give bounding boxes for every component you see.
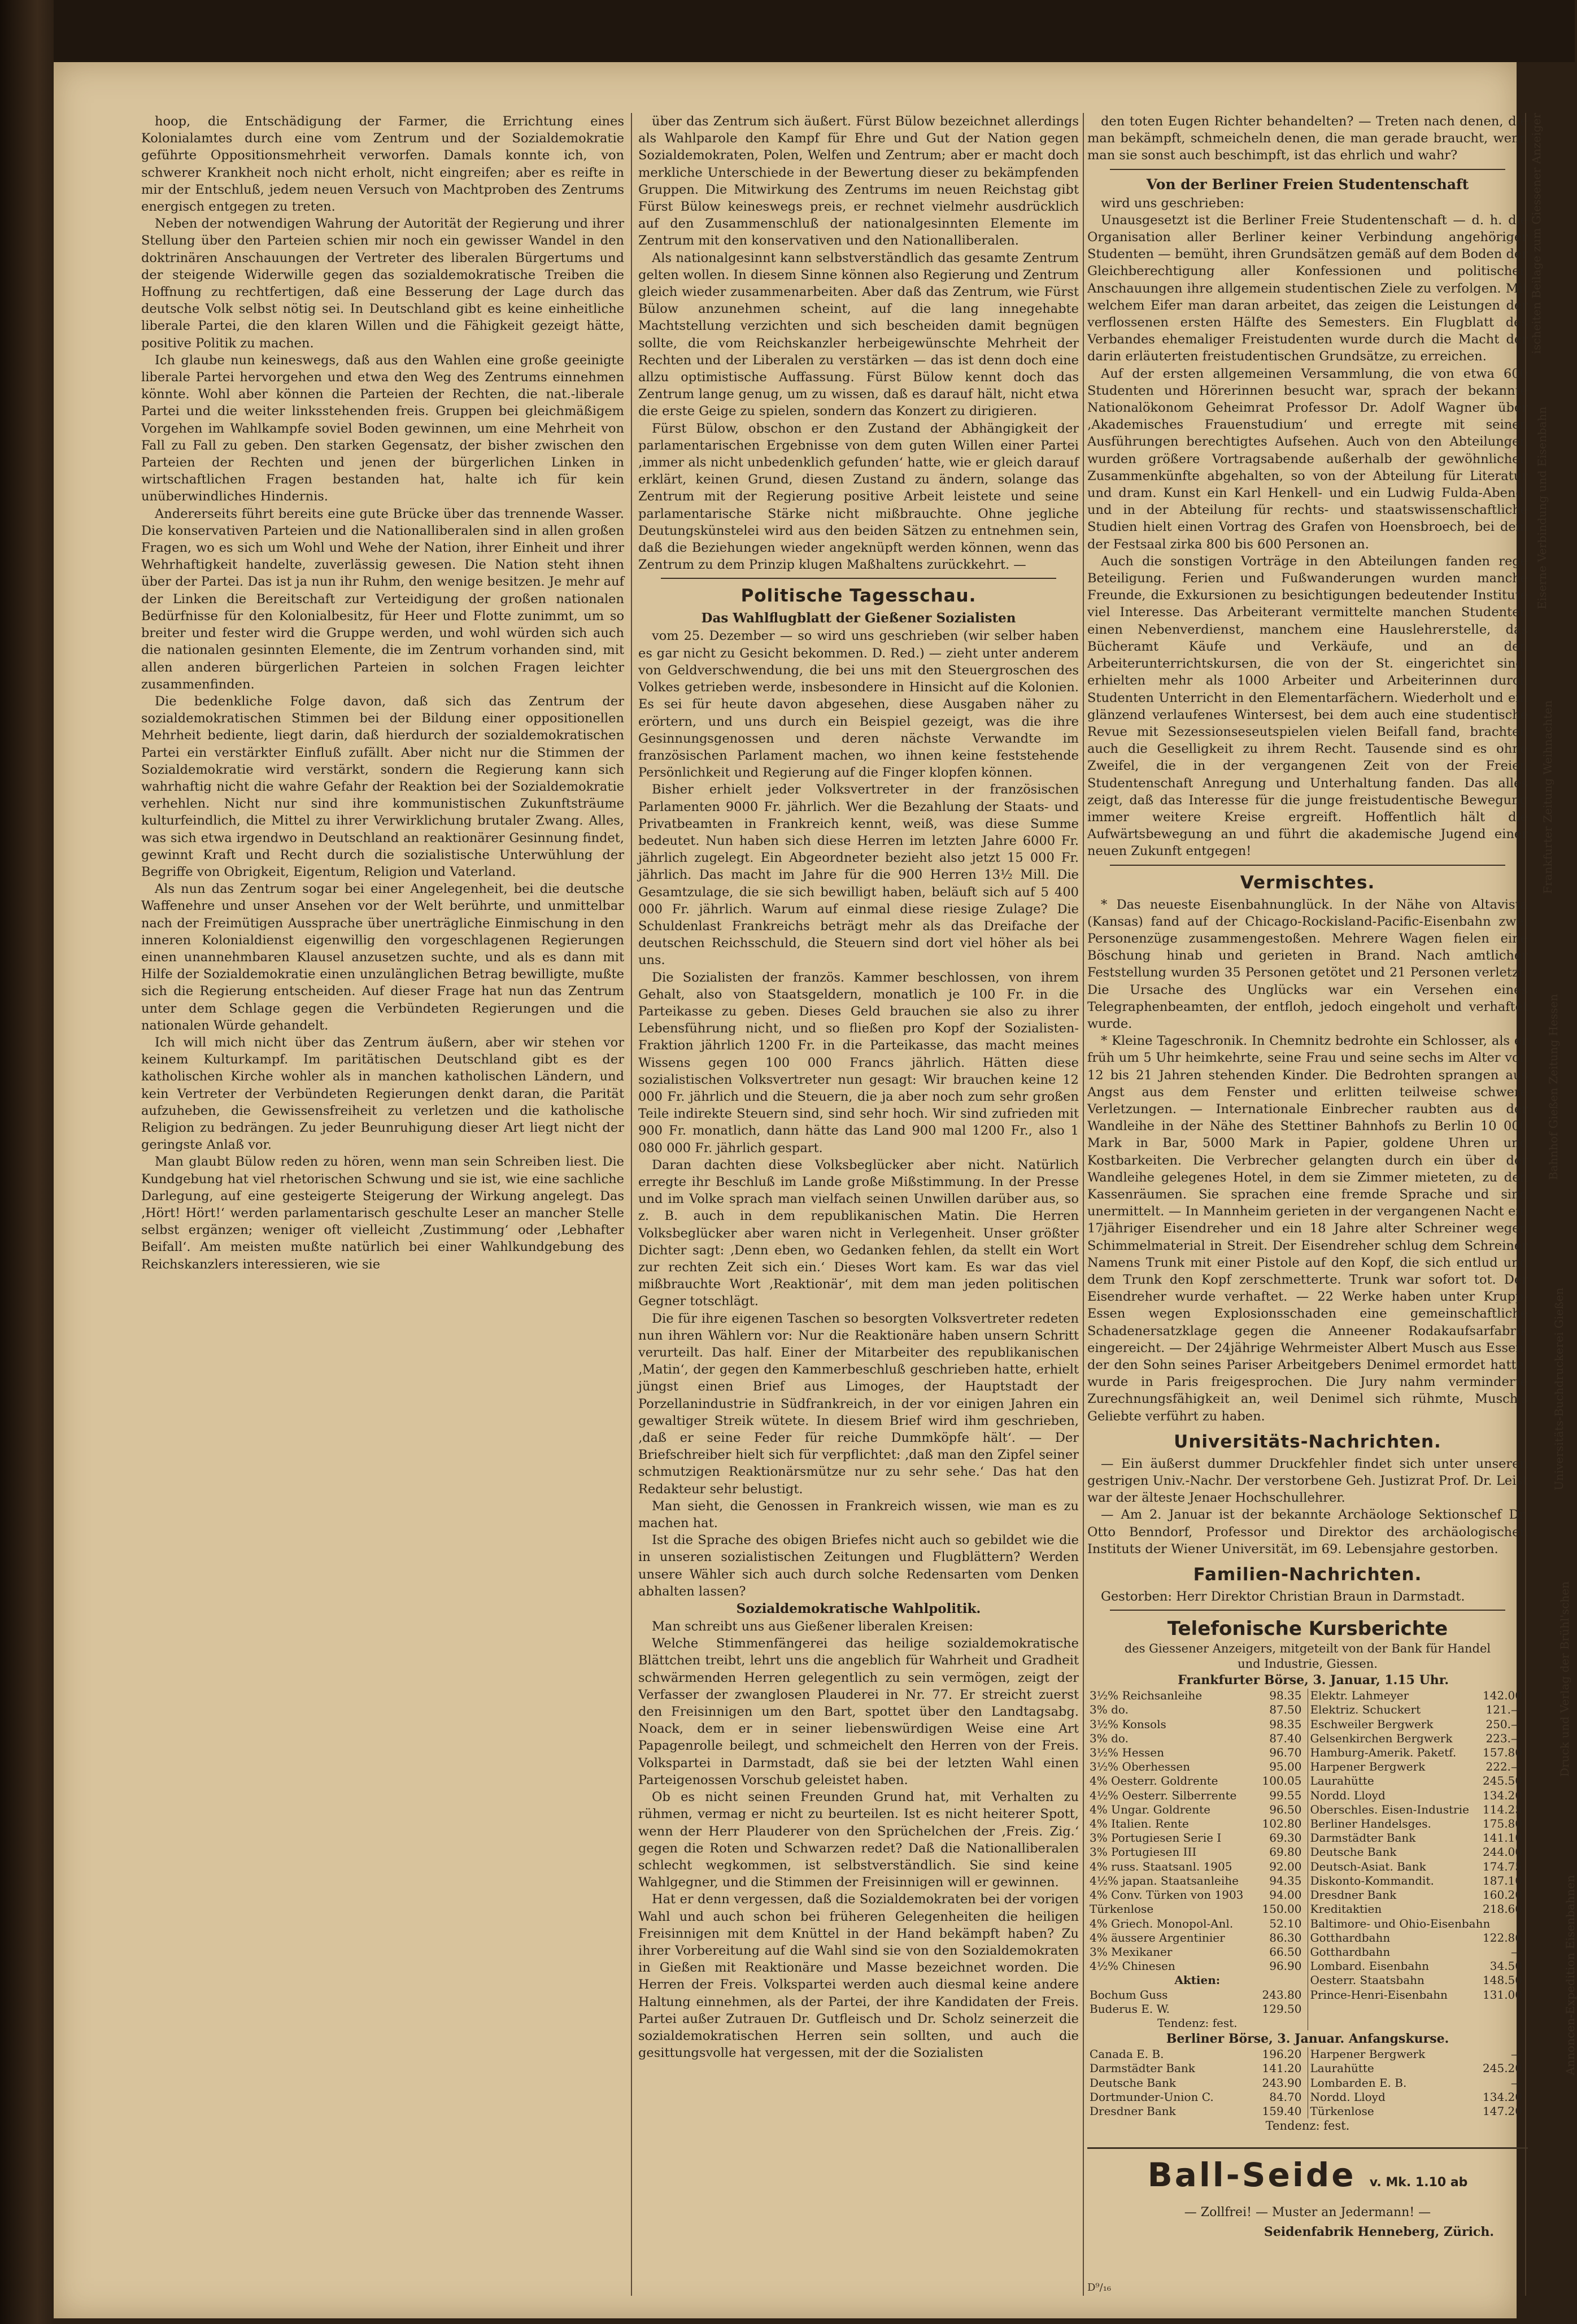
kurs-row — [1087, 1817, 1308, 1831]
top-page-edge — [54, 0, 1575, 62]
berlin-boerse-heading: Berliner Börse, 3. Januar. Anfangskurse. — [1166, 2031, 1449, 2047]
kurs-row — [1308, 1874, 1528, 1888]
quote-value: 222.— — [1485, 1760, 1522, 1774]
quote-value: 121.— — [1485, 1703, 1522, 1717]
security-name: Bochum Guss — [1090, 1987, 1168, 2002]
strip-text: Frankfurter Zeitung Weihnachten — [1541, 700, 1554, 894]
kurs-table-right — [1308, 1689, 1528, 2030]
paragraph: Hat er denn vergessen, daß die Sozialdemokraten bei der vorigen Wahl und auch schon bei früheren Gelegenheiten die heiligen Freisinnigen mit dem Knüttel in der Hand bekämpft haben? Zu ihrer Vorbereitung auf die Wahl sind sie von den Sozialdemokraten in Gießen mit Reaktionäre und Masse bezeichnet worden. Die Herren der Freis. Volkspartei werden auch diesmal keine andere Haltung einnehmen, als der Partei, der ihre Kandidaten der Freis. Partei außer Zutrauen Dr. Gutfleisch und Dr. Scholz seinerzeit die sozialdemokratischen Herren sein sollten, und auch die gesittungsvolle hat vergessen, mit der die Sozialisten — [638, 1892, 1079, 2061]
section-heading-universitaets-nachrichten: Universitäts-Nachrichten. — [1174, 1431, 1441, 1452]
paragraph: Auf der ersten allgemeinen Versammlung, die von etwa 600 Studenten und Hörerinnen besucht war, sprach der bekannte Nationalökonom Geheimrat Professor Dr. Adolf Wagner über ‚Akademisches Frauenstudium‘ und erregte mit seinen Ausführungen berechtigtes Aufsehen. Auch von den Abteilungen wurden größere Vortragsabende außerhalb der gewöhnlichen Zusammenkünfte abgehalten, so von der Abteilung für Literatur und dram. Kunst ein Karl Henkell- und ein Ludwig Fulda-Abend, und in der Abteilung für rechts- und staatswissenschaftliche Studien hielt einen Vortrag des Grafen von Hoensbroech, bei dem der Festsaal zirka 800 bis 600 Personen an. — [1087, 366, 1528, 552]
quote-value: 141.10 — [1483, 1831, 1522, 1845]
paragraph: Man glaubt Bülow reden zu hören, wenn man sein Schreiben liest. Die Kundgebung hat viel rhetorischen Schwung und sie ist, wie eine sachliche Darlegung, auf eine gesteigerte Steigerung der Wirkung angelegt. Das ‚Hört! Hört!‘ werden parlamentarisch geschulte Leser an mancher Stelle selbst ergänzen; weniger oft vielleicht ‚Zustimmung‘ oder ‚Lebhafter Beifall‘. Am meisten mußte natürlich bei einer Wahlkundgebung des Reichskanzlers interessieren, wie sie — [141, 1154, 624, 1272]
security-name: 3% Mexikaner — [1090, 1944, 1173, 1959]
paragraph: Die für ihre eigenen Taschen so besorgten Volksvertreter redeten nun ihren Wählern vor: Nur die Reaktionäre haben unsern Schritt verurteilt. Das half. Einer der Mitarbeiter des republikanischen ‚Matin‘, der gegen den Kammerbeschluß geschrieben hatte, erhielt jüngst einen Brief aus Limoges, der Hauptstadt der Porzellanindustrie in Südfrankreich, in der vor einigen Jahren ein gewaltiger Streik wütete. In diesem Brief wird ihm geschrieben, ‚daß er seine Feder für reiche Dummköpfe hält‘. — Der Briefschreiber hielt sich für verpflichtet: ‚daß man den Zipfel seiner schmutzigen Reaktionärsmütze nur zu sehr sehe.‘ Das hat den Redakteur sehr belustigt. — [638, 1311, 1079, 1497]
column-rule — [631, 113, 632, 2296]
security-name: 3% do. — [1090, 1731, 1129, 1745]
security-name: Buderus E. W. — [1090, 2002, 1170, 2016]
paragraph: Andererseits führt bereits eine gute Brücke über das trennende Wasser. Die konservativen Parteien und die Nationalliberalen sind in allen großen Fragen, wo es sich um Wohl und Wehe der Nation, ihrer Einheit und ihrer Wehrhaftigkeit handelte, zuverlässig gewesen. Die Nation steht ihnen über der Partei. Das ist ja nun ihr Ruhm, den wenige besitzen. Je mehr auf der Linken die Bereitschaft zur Verteidigung der großen nationalen Bedürfnisse für den Kolonialbesitz, für Heer und Flotte zunimmt, um so breiter und fester wird die Gruppe werden, und wohl würden sich auch die nationalen gesinnten Elemente, die im Zentrum vorhanden sind, mit allen anderen bürgerlichen Parteien in solchen Fragen leichter zusammenfinden. — [141, 506, 624, 692]
kurs-row — [1087, 2076, 1308, 2090]
ad-firm: Seidenfabrik Henneberg, Zürich. — [1264, 2225, 1494, 2240]
quote-value: 84.70 — [1269, 2090, 1302, 2104]
paragraph: Fürst Bülow, obschon er den Zustand der Abhängigkeit der parlamentarischen Ergebnisse von dem guten Willen einer Partei ‚immer als nicht unbedenklich gefunden‘ hatte, wie er gleich darauf erklärt, keinen Grund, diesen Zustand zu ändern, solange das Zentrum mit der Regierung positive Arbeit leistete und seine parlamentarische Stärke nicht mißbrauchte. Ohne jegliche Deutungskünstelei wird aus den beiden Sätzen zu entnehmen sein, daß die Beziehungen wieder angeknüpft werden können, wenn das Zentrum zu dem Prinzip klugen Maßhaltens zurückkehrt. — — [638, 421, 1079, 573]
kurs-row — [1308, 1973, 1528, 1987]
security-name: Dresdner Bank — [1090, 2104, 1176, 2118]
security-name: Hamburg-Amerik. Paketf. — [1310, 1746, 1457, 1760]
security-name: 4% äussere Argentinier — [1090, 1930, 1225, 1944]
kursberichte-subtitle: des Giessener Anzeigers, mitgeteilt von der Bank für Handel — [1124, 1642, 1491, 1656]
adjacent-page-strip — [1525, 113, 1577, 2296]
quote-value: 86.30 — [1269, 1930, 1302, 1944]
kurs-row — [1308, 2047, 1528, 2061]
kurs-row — [1308, 1902, 1528, 1916]
aktien-heading: Aktien: — [1174, 1973, 1221, 1987]
quote-value: 148.50 — [1483, 1973, 1522, 1987]
paragraph: * Das neueste Eisenbahnunglück. In der Nähe von Altavista (Kansas) fand auf der Chicago-Rockisland-Pacific-Eisenbahn zwei Personenzüge zusammengestoßen. Mehrere Wagen fielen eine Böschung hinab und gerieten in Brand. Nach amtlicher Feststellung wurden 35 Personen getötet und 21 Personen verletzt. Die Ursache des Unglücks war ein Versehen eines Telegraphenbeamten, der entfloh, jedoch eingeholt und verhaftet wurde. — [1087, 897, 1528, 1031]
paragraph: Ich glaube nun keineswegs, daß aus den Wahlen eine große geeinigte liberale Partei hervorgehen und etwa den Weg des Zentrums einnehmen könnte. Wohl aber können die Parteien der Rechten, die nat.-liberale Partei und die weiter linksstehenden freis. Gruppen bei gleichmäßigem Vorgehen im Wahlkampfe soviel Boden gewinnen, um eine Mehrheit von Fall zu Fall zu geben. Den starken Gegensatz, der bisher zwischen den Parteien der Rechten und jenen der bürgerlichen Linken in wirtschaftlichen Fragen bestanden hat, halte ich für kein unüberwindliches Hindernis. — [141, 352, 624, 504]
kurs-row — [1308, 1860, 1528, 1874]
kurs-row — [1087, 1860, 1308, 1874]
quote-value: 98.35 — [1269, 1717, 1302, 1731]
quote-value: 134.20 — [1483, 2090, 1522, 2104]
ad-tagline: — Zollfrei! — Muster an Jedermann! — — [1184, 2205, 1431, 2220]
kurs-row — [1308, 1803, 1528, 1817]
security-name: Harpener Bergwerk — [1310, 1760, 1426, 1774]
article-column-2 — [638, 113, 1079, 2296]
kurs-row — [1308, 2104, 1528, 2118]
kurs-row — [1087, 2047, 1308, 2061]
kurs-table — [1087, 1689, 1528, 2030]
quote-value: 243.90 — [1262, 2076, 1302, 2090]
kursberichte-subtitle: und Industrie, Giessen. — [1238, 1657, 1378, 1671]
strip-text: Bahnhof Gießen Zeitung Hessen — [1546, 994, 1560, 1180]
quote-value: 157.80 — [1483, 1746, 1522, 1760]
kurs-row — [1087, 1888, 1308, 1902]
paragraph: den toten Eugen Richter behandelten? — Treten nach denen, die man bekämpft, schmeicheln denen, die man gerade braucht, wenn man sie sonst auch beschimpft, ist das ehrlich und wahr? — [1087, 114, 1528, 163]
section-heading-vermischtes: Vermischtes. — [1240, 872, 1375, 893]
quote-value: 94.00 — [1269, 1888, 1302, 1902]
kurs-row — [1308, 1945, 1528, 1959]
kurs-row — [1087, 1760, 1308, 1774]
security-name: Darmstädter Bank — [1310, 1831, 1416, 1845]
section-heading-studentenschaft: Von der Berliner Freien Studentenschaft — [1146, 176, 1469, 193]
quote-value: 187.10 — [1483, 1873, 1522, 1887]
quote-value: 245.20 — [1483, 2061, 1522, 2076]
quote-value: 69.30 — [1269, 1831, 1302, 1845]
kurs-row — [1308, 1817, 1528, 1831]
strip-text: Universitäts-Buchdruckerei Gießen — [1552, 1288, 1566, 1491]
kurs-table-left — [1087, 1689, 1308, 2030]
quote-value: 223.— — [1485, 1731, 1522, 1745]
article-column-1 — [141, 113, 624, 2296]
quote-value: 100.05 — [1262, 1774, 1302, 1788]
kurs-row — [1087, 1917, 1308, 1931]
quote-value: 114.25 — [1483, 1802, 1522, 1816]
paragraph: Als nationalgesinnt kann selbstverständlich das gesamte Zentrum gelten wollen. In diesem Sinne können also Regierung und Zentrum gleich wieder zusammenarbeiten. Aber daß das Zentrum, wie Fürst Bülow anzunehmen scheint, auf die lang innegehabte Machtstellung verzichten und sich bescheiden damit begnügen sollte, die vom Reichskanzler herbeigewünschte Mehrheit der Rechten und der Liberalen zu verstärken — das ist denn doch eine allzu optimistische Auffassung. Fürst Bülow kennt doch das Zentrum lange genug, um zu wissen, daß es darauf hält, nicht etwa die erste Geige zu spielen, sondern das Konzert zu dirigieren. — [638, 250, 1079, 419]
kurs-row — [1308, 1988, 1528, 2002]
kurs-row — [1087, 1689, 1308, 1703]
kurs-row — [1087, 1902, 1308, 1916]
quote-value: 87.50 — [1269, 1703, 1302, 1717]
security-name: 3½% Hessen — [1090, 1746, 1164, 1760]
strip-text: Eiserne Verbindung und Eisenbahn — [1535, 407, 1549, 609]
kurs-row — [1087, 1988, 1308, 2002]
subheading-sozialdemokratische-wahlpolitik: Sozialdemokratische Wahlpolitik. — [736, 1601, 981, 1617]
kurs-row — [1087, 1803, 1308, 1817]
kurs-row — [1087, 1959, 1308, 1973]
paragraph: Neben der notwendigen Wahrung der Autorität der Regierung und ihrer Stellung über den Parteien schien mir noch ein gewisser Wandel in den doktrinären Anschauungen der Vertreter des liberalen Bürgertums und der steigende Widerwille gegen das sozialdemokratische Treiben die Hoffnung zu rechtfertigen, daß eine Besserung der Lage durch das deutsche Volk selbst nötig sei. In Deutschland gibt es keine einheitliche liberale Partei, die den klaren Willen und die Fähigkeit gezeigt hätte, positive Politik zu machen. — [141, 216, 624, 351]
paragraph: — Ein äußerst dummer Druckfehler findet sich unter unseren gestrigen Univ.-Nachr. Der verstorbene Geh. Justizrat Prof. Dr. Leist war der älteste Jenaer Hochschullehrer. — [1087, 1456, 1528, 1506]
security-name: Laurahütte — [1310, 2061, 1374, 2076]
ad-product: Ball-Seide — [1147, 2156, 1356, 2195]
quote-value: — — [1511, 2076, 1522, 2090]
berlin-table-right — [1308, 2047, 1528, 2118]
paragraph: über das Zentrum sich äußert. Fürst Bülow bezeichnet allerdings als Wahlparole den Kampf für Ehre und Gut der Nation gegen Sozialdemokraten, Polen, Welfen und Zentrum; aber er macht doch merkliche Unterschiede in der Bewertung dieser zu bekämpfenden Gruppen. Die Mitwirkung des Zentrums im neuen Reichstag gibt Fürst Bülow keineswegs preis, er rechnet vielmehr ausdrücklich auf den Zusammenschluß der nationalgesinnten Elemente im Zentrum mit den konservativen und den Nationalliberalen. — [638, 114, 1079, 248]
kurs-row — [1087, 1789, 1308, 1803]
strip-text: Annoncen-Expedition Eisenbahnen — [1563, 1875, 1577, 2076]
berlin-table-left — [1087, 2047, 1308, 2118]
security-name: Elektr. Lahmeyer — [1310, 1689, 1409, 1703]
section-divider — [1110, 169, 1505, 170]
security-name: Dortmunder-Union C. — [1090, 2090, 1214, 2104]
paragraph: Bisher erhielt jeder Volksvertreter in der französischen Parlamenten 9000 Fr. jährlich. Wer die Bezahlung der Staats- und Privatbeamten in Frankreich kennt, weiß, was diese Summe bedeutet. Nun haben sich diese Herren im letzten Jahre 6000 Fr. jährlich zugelegt. Ein Abgeordneter bezieht also jetzt 15 000 Fr. jährlich. Das macht im Jahre für die 900 Herren 13½ Mill. Die Gesamtzulage, die sie sich bewilligt haben, beläuft sich auf 5 400 000 Fr. jährlich. Warum auf einmal diese riesige Zulage? Die Schuldenlast Frankreichs beträgt mehr als das Dreifache der deutschen Reichsschuld, die Steuern sind dort viel höher als bei uns. — [638, 782, 1079, 968]
quote-value: 131.00 — [1483, 1987, 1522, 2002]
quote-value: 52.10 — [1269, 1916, 1302, 1930]
kurs-row — [1308, 2090, 1528, 2104]
security-name: 4½% Oesterr. Silberrente — [1090, 1788, 1237, 1802]
book-binding-shadow — [0, 0, 54, 2324]
security-name: Deutsch-Asiat. Bank — [1310, 1859, 1426, 1873]
quote-value: 175.80 — [1483, 1817, 1522, 1831]
security-name: Darmstädter Bank — [1090, 2061, 1195, 2076]
strip-text: Druck und Verlag der Brühl'schen — [1558, 1581, 1571, 1777]
paragraph: Ich will mich nicht über das Zentrum äußern, aber wir stehen vor keinem Kulturkampf. Im paritätischen Deutschland gibt es der katholischen Kirche wohler als in manchen katholischen Ländern, und kein Vertreter der Verbündeten Regierungen denkt daran, die Parität aufzuheben, die Gewissensfreiheit zu verletzen und die katholische Religion zu bedrängen. Zu jeder Beunruhigung dieser Art liegt nicht der geringste Anlaß vor. — [141, 1035, 624, 1153]
security-name: 4% Ungar. Goldrente — [1090, 1802, 1210, 1816]
quote-value: 159.40 — [1262, 2104, 1302, 2118]
paragraph: Gestorben: Herr Direktor Christian Braun in Darmstadt. — [1101, 1589, 1465, 1604]
security-name: Elektriz. Schuckert — [1310, 1703, 1421, 1717]
quote-value: 250.— — [1485, 1717, 1522, 1731]
quote-value: 96.70 — [1269, 1746, 1302, 1760]
section-divider — [661, 578, 1056, 579]
quote-value: 98.35 — [1269, 1689, 1302, 1703]
security-name: Canada E. B. — [1090, 2047, 1164, 2061]
kurs-row — [1308, 2076, 1528, 2090]
paragraph: Ist die Sprache des obigen Briefes nicht auch so gebildet wie die in unseren sozialistischen Zeitungen und Flugblättern? Werden unsere Wähler sich auch durch solche Redensarten vom Denken abhalten lassen? — [638, 1533, 1079, 1599]
tendenz-label: Tendenz: fest. — [1157, 2016, 1238, 2030]
berlin-kurs-table — [1087, 2047, 1528, 2118]
subheading-wahlflugblatt: Das Wahlflugblatt der Gießener Sozialisten — [701, 611, 1016, 626]
kurs-row — [1087, 2002, 1308, 2016]
quote-value: 96.50 — [1269, 1802, 1302, 1816]
paragraph: Die bedenkliche Folge davon, daß sich das Zentrum der sozialdemokratischen Stimmen bei der Bildung einer oppositionellen Mehrheit bediente, liegt darin, daß hierdurch der sozialdemokratischen Partei ein verstärkter Einfluß zufällt. Aber nicht nur die Stimmen der Sozialdemokratie wird verstärkt, sondern die Regierung kann sich wahrhaftig nicht die wahre Gefahr der Reaktion bei der Sozialdemokratie verhehlen. Nicht nur sind ihre kommunistischen Zukunftsträume kulturfeindlich, die Mittel zu ihrer Verwirklichung brutaler Zwang. Alles, was sich etwa irgendwo in Deutschland an reaktionärer Gesinnung findet, gewinnt Kraft und Recht durch die sozialistische Unterwühlung der Begriffe von Obrigkeit, Eigentum, Religion und Vaterland. — [141, 694, 624, 879]
kurs-row — [1087, 1746, 1308, 1760]
section-divider — [1110, 865, 1505, 866]
kurs-row — [1087, 1831, 1308, 1845]
security-name: 4% Griech. Monopol-Anl. — [1090, 1916, 1234, 1930]
security-name: 4% russ. Staatsanl. 1905 — [1090, 1859, 1232, 1873]
kurs-row — [1087, 1874, 1308, 1888]
quote-value: 142.00 — [1483, 1689, 1522, 1703]
newspaper-page — [54, 62, 1577, 2318]
paragraph: Welche Stimmenfängerei das heilige sozialdemokratische Blättchen treibt, lehrt uns die angeblich für Wahrheit und Gradheit schwärmenden Herren gelegentlich zu sein vermögen, zeigt der Verfasser der zwanglosen Plauderei in Nr. 77. Er streicht zuerst den Freisinnigen um den Bart, spottet über den Landtagsabg. Noack, dem er in seiner liebenswürdigen Weise eine Art Papagenrolle beilegt, und schmeichelt den Herren von der Freis. Volkspartei in Darmstadt, daß sie bei der letzten Wahl einen Parteigenossen Vorschub geleistet haben. — [638, 1636, 1079, 1787]
security-name: 3% do. — [1090, 1703, 1129, 1717]
paragraph: * Kleine Tageschronik. In Chemnitz bedrohte ein Schlosser, als er früh um 5 Uhr heimkehrte, seine Frau und seine sechs im Alter von 12 bis 21 Jahren stehenden Kinder. Die Bedrohten sprangen aus Angst aus dem Fenster und erlitten teilweise schwere Verletzungen. — Internationale Einbrecher raubten aus der Wandleihe in der Nähe des Stettiner Bahnhofs zu Berlin 10 000 Mark in Bar, 5000 Mark in Papier, goldene Uhren und Kostbarkeiten. Die Verbrecher gelangten durch ein über der Wandleihe gelegenes Hotel, in dem sie Zimmer mieteten, zu den Kassenräumen. Sie sprachen eine fremde Sprache und sind unermittelt. — In Mannheim gerieten in der vergangenen Nacht ein 17jähriger Eisendreher und ein 18 Jahre alter Schreiner wegen Schimmelmaterial in Streit. Der Eisendreher schlug dem Schreiner Namens Trunk mit einer Pistole auf den Kopf, die sich entlud und dem Trunk den Kopf zerschmetterte. Trunk war sofort tot. Der Eisendreher wurde verhaftet. — 22 Werke haben unter Krupp-Essen wegen Explosionsschaden eine gemeinschaftliche Schadenersatzklage gegen die Anneener Rodakaufsarfabrik eingereicht. — Der 24jährige Wehrmeister Albert Musch aus Essen, der den Sohn seines Pariser Arbeitgebers Denimel ermordet hatte, wurde in Paris freigesprochen. Die Jury nahm verminderte Zurechnungsfähigkeit an, weil Denimel sich rühmte, Musch's Geliebte verführt zu haben. — [1087, 1034, 1528, 1424]
kurs-row — [1087, 1703, 1308, 1717]
security-name: 4% Italien. Rente — [1090, 1817, 1189, 1831]
quote-value: 34.50 — [1489, 1959, 1522, 1973]
column-rule — [1083, 113, 1084, 2296]
kurs-row — [1308, 1717, 1528, 1732]
security-name: Dresdner Bank — [1310, 1888, 1397, 1902]
quote-value: 150.00 — [1262, 1902, 1302, 1916]
security-name: 4% Conv. Türken von 1903 — [1090, 1888, 1244, 1902]
kursberichte-title: Telefonische Kursberichte — [1167, 1617, 1448, 1641]
kurs-row — [1308, 1760, 1528, 1774]
security-name: Lombarden E. B. — [1310, 2076, 1407, 2090]
kurs-row — [1308, 1917, 1528, 1931]
quote-value: 196.20 — [1262, 2047, 1302, 2061]
section-divider — [1110, 1610, 1505, 1611]
kurs-row — [1087, 1774, 1308, 1788]
paragraph: hoop, die Entschädigung der Farmer, die Errichtung eines Kolonialamtes durch eine vom Zentrum und der Sozialdemokratie geführte Oppositionsmehrheit verworfen. Damals konnte ich, von schwerer Krankheit noch nicht erholt, nicht eingreifen; aber es reifte in mir der Entschluß, jedem neuen Versuch von Machtproben des Zentrums energisch entgegen zu treten. — [141, 114, 624, 215]
quote-value: 95.00 — [1269, 1760, 1302, 1774]
quote-value: 218.60 — [1483, 1902, 1522, 1916]
security-name: Oberschles. Eisen-Industrie — [1310, 1802, 1469, 1816]
kurs-row — [1308, 1789, 1528, 1803]
security-name: Nordd. Lloyd — [1310, 1788, 1386, 1802]
ad-headline — [1087, 2155, 1528, 2203]
paragraph: Daran dachten diese Volksbeglücker aber nicht. Natürlich erregte ihr Beschluß im Lande große Mißstimmung. In der Presse und im Volke sprach man vielfach seinen Unwillen darüber aus, so z. B. auch in dem republikanischen Matin. Die Herren Volksbeglücker aber waren nicht in Verlegenheit. Unser größter Dichter sagt: ‚Denn eben, wo Gedanken fehlen, da stellt ein Wort zur rechten Zeit sich ein.‘ Dieses Wort kam. Es war das viel mißbrauchte Wort ‚Reaktionär‘, mit dem man jeden politischen Gegner totschlägt. — [638, 1157, 1079, 1309]
security-name: Türkenlose — [1310, 2104, 1374, 2118]
paragraph: — Am 2. Januar ist der bekannte Archäologe Sektionschef Dr. Otto Benndorf, Professor und Direktor des archäologischen Instituts der Wiener Universität, im 69. Lebensjahre gestorben. — [1087, 1507, 1528, 1556]
quote-value: 102.80 — [1262, 1817, 1302, 1831]
security-name: 3% Portugiesen Serie I — [1090, 1831, 1222, 1845]
kurs-row — [1308, 1746, 1528, 1760]
quote-value: 245.50 — [1483, 1774, 1522, 1788]
security-name: Kreditaktien — [1310, 1902, 1382, 1916]
security-name: Laurahütte — [1310, 1774, 1374, 1788]
kurs-row — [1308, 1845, 1528, 1859]
security-name: Prince-Henri-Eisenbahn — [1310, 1987, 1448, 2002]
quote-value: 69.80 — [1269, 1845, 1302, 1859]
article-column-3 — [1087, 113, 1528, 2296]
paragraph: vom 25. Dezember — so wird uns geschrieben (wir selber haben es gar nicht zu Gesicht bekommen. D. Red.) — zieht unter anderem von Geldverschwendung, die bei uns mit den Steuergroschen des Volkes getrieben werde, insbesondere in Hinsicht auf die Kolonien. Es sei für heute davon abgesehen, diese Ausgaben näher zu erörtern, und uns durch ein Beispiel gezeigt, was die ihre Gesinnungsgenossen und deren nächste Verwandte im französischen Parlament machen, wo ihnen keine feststehende Persönlichkeit und Regierung auf die Finger klopfen können. — [638, 629, 1079, 781]
kurs-row — [1308, 1959, 1528, 1973]
security-name: 3½% Reichsanleihe — [1090, 1689, 1203, 1703]
security-name: 4½% Chinesen — [1090, 1959, 1175, 1973]
quote-value: — — [1511, 2047, 1522, 2061]
section-heading-familien-nachrichten: Familien-Nachrichten. — [1193, 1564, 1422, 1585]
paragraph: Ob es nicht seinen Freunden Grund hat, mit Verhalten zu rühmen, vermag er nicht zu beurteilen. Ist es nicht heiterer Spott, wenn der Herr Plauderer von den Sprüchelchen der ‚Freis. Zig.‘ gegen die Roten und Schwarzen redet? Daß die Nationalliberalen schlecht wegkommen, ist selbstverständlich. Sie sind keine Wahlgegner, und die Stimmen der Freisinnigen will er gewinnen. — [638, 1790, 1079, 1890]
kurs-row — [1308, 1931, 1528, 1945]
kurs-row — [1087, 1945, 1308, 1959]
kurs-row — [1308, 1732, 1528, 1746]
quote-value: 141.20 — [1262, 2061, 1302, 2076]
quote-value: 96.90 — [1269, 1959, 1302, 1973]
paragraph: Als nun das Zentrum sogar bei einer Angelegenheit, bei die deutsche Waffenehre und unser Ansehen vor der Welt berührte, und unmittelbar nach der Freimütigen Aussprache über unerträgliche Einmischung in den inneren Kolonialdienst eigenwillig den vorgeschlagenen Regierungen einen unannehmbaren Klausel anzusetzen suchte, und als es dann mit Hilfe der Sozialdemokratie einen unzulänglichen Betrag bewilligte, mußte sich die Regierung entscheiden. Auf dieser Frage hat nun das Zentrum unter dem Schlage gegen die Verbündeten Regierungen und die nationalen Würde gehandelt. — [141, 882, 624, 1033]
kurs-row — [1308, 1774, 1528, 1788]
security-name: Diskonto-Kommandit. — [1310, 1873, 1434, 1887]
kurs-row — [1308, 2061, 1528, 2076]
kurs-row — [1308, 1689, 1528, 1703]
security-name: Harpener Bergwerk — [1310, 2047, 1426, 2061]
kurs-row — [1087, 2061, 1308, 2076]
security-name: 4½% japan. Staatsanleihe — [1090, 1873, 1239, 1887]
kurs-row — [1087, 1931, 1308, 1945]
frankfurt-boerse-heading: Frankfurter Börse, 3. Januar, 1.15 Uhr. — [1178, 1673, 1449, 1688]
quote-value: 244.00 — [1483, 1845, 1522, 1859]
security-name: Nordd. Lloyd — [1310, 2090, 1386, 2104]
quote-value: — — [1511, 1944, 1522, 1959]
section-heading-politische-tagesschau: Politische Tagesschau. — [740, 586, 977, 607]
security-name: Türkenlose — [1090, 1902, 1154, 1916]
security-name: Gotthardbahn — [1310, 1944, 1391, 1959]
quote-value: 129.50 — [1262, 2002, 1302, 2016]
kurs-row — [1308, 1888, 1528, 1902]
quote-value: 92.00 — [1269, 1859, 1302, 1873]
quote-value: 134.20 — [1483, 1788, 1522, 1802]
security-name: Baltimore- und Ohio-Eisenbahn — [1310, 1916, 1491, 1930]
kurs-row — [1308, 1831, 1528, 1845]
security-name: Gotthardbahn — [1310, 1930, 1391, 1944]
paragraph: Man schreibt uns aus Gießener liberalen Kreisen: — [652, 1619, 973, 1634]
security-name: Deutsche Bank — [1090, 2076, 1176, 2090]
security-name: Berliner Handelsges. — [1310, 1817, 1431, 1831]
paragraph: Man sieht, die Genossen in Frankreich wissen, wie man es zu machen hat. — [638, 1498, 1079, 1531]
paragraph: wird uns geschrieben: — [1101, 195, 1244, 211]
strip-text: ischeiten Beilage zum Giessener Anzeiger — [1530, 113, 1543, 354]
quote-value: 66.50 — [1269, 1944, 1302, 1959]
paragraph: Unausgesetzt ist die Berliner Freie Studentenschaft — d. h. die Organisation aller Berliner keiner Verbindung angehöriger Studenten — bemüht, ihren Grundsätzen gemäß auf dem Boden der Gleichberechtigung aller Konfessionen und politischen Anschauungen ihre allgemein studentischen Ziele zu verfolgen. Mit welchem Eifer man daran arbeitet, das zeigen die Leistungen der verflossenen ersten Hälfte des Semesters. Ein Flugblatt des Verbandes ehemaliger Freistudenten wurde durch die Macht der darin erläuterten freistudentischen Grundsätze, zu erreichen. — [1087, 212, 1528, 364]
ad-price: v. Mk. 1.10 ab — [1369, 2175, 1468, 2190]
quote-value: 122.86 — [1483, 1930, 1522, 1944]
kurs-row — [1308, 1703, 1528, 1717]
security-name: Lombard. Eisenbahn — [1310, 1959, 1430, 1973]
security-name: 3% Portugiesen III — [1090, 1845, 1197, 1859]
quote-value: 87.40 — [1269, 1731, 1302, 1745]
quote-value: 99.55 — [1269, 1788, 1302, 1802]
security-name: Oesterr. Staatsbahn — [1310, 1973, 1424, 1987]
quote-value: 147.20 — [1483, 2104, 1522, 2118]
quote-value: 160.20 — [1483, 1888, 1522, 1902]
security-name: 3½% Oberhessen — [1090, 1760, 1191, 1774]
print-code: D⁹/₁₆ — [1087, 2282, 1112, 2294]
paragraph: Auch die sonstigen Vorträge in den Abteilungen fanden rege Beteiligung. Ferien und Fußwanderungen wurden manche Freunde, die Exkursionen zu besichtigungen bedeutender Institute viel Interesse. Das Arbeiterant vermittelte manchen Studenten einen Nebenverdienst, manchem eine Hauslehrerstelle, das Bücheramt Käufe und Verkäufe, und an den Arbeiterunterrichtskursen, die von der St. eingerichtet sind, erhielten mehr als 1000 Arbeiter und Arbeiterinnen durch Studenten Unterricht in den Elementarfächern. Wiederholt und ein glänzend verlaufenes Wintersest, bei dem auch eine studentische Revue mit Sezessionseseutspielen vielen Beifall fand, brachten auch die Geselligkeit zu ihrem Recht. Tausende sind es ohne Zweifel, die in der vergangenen Zeit von der Freien Studentenschaft Anregung und Unterhaltung fanden. Das alles zeigt, daß das Interesse für die junge freistudentische Bewegung immer weitere Kreise ergreift. Hoffentlich hält die Aufwärtsbewegung an und führt die akademische Jugend einer neuen Zukunft entgegen! — [1087, 553, 1528, 859]
quote-value: 243.80 — [1262, 1987, 1302, 2002]
security-name: Deutsche Bank — [1310, 1845, 1397, 1859]
paragraph: Die Sozialisten der französ. Kammer beschlossen, von ihrem Gehalt, also von Staatsgeldern, monatlich je 100 Fr. in die Parteikasse zu geben. Dieses Geld brauchen sie also zu ihrer Lebensführung nicht, und so fließen pro Kopf der Sozialisten-Fraktion jährlich 1200 Fr. in die Parteikasse, das macht meines Wissens gegen 100 000 Francs jährlich. Hätten diese sozialistischen Volksvertreter nun gesagt: Wir brauchen keine 12 000 Fr. jährlich und die Steuern, die ja aber noch zum sehr großen Teile indirekte Steuern sind, sind sehr hoch. Wir sind zufrieden mit 900 Fr. monatlich, dann hätte das Land 900 mal 1200 Fr., also 1 080 000 Fr. jährlich gespart. — [638, 970, 1079, 1156]
quote-value: 174.75 — [1483, 1859, 1522, 1873]
security-name: 3½% Konsols — [1090, 1717, 1166, 1731]
kurs-row — [1087, 2104, 1308, 2118]
security-name: 4% Oesterr. Goldrente — [1090, 1774, 1218, 1788]
security-name: Gelsenkirchen Bergwerk — [1310, 1731, 1453, 1745]
kurs-row — [1087, 1732, 1308, 1746]
kurs-row — [1087, 1845, 1308, 1859]
advertisement-ball-seide — [1087, 2147, 1528, 2242]
security-name: Eschweiler Bergwerk — [1310, 1717, 1434, 1731]
kurs-row — [1087, 2090, 1308, 2104]
kurs-row — [1087, 1717, 1308, 1732]
tendenz-label: Tendenz: fest. — [1265, 2119, 1350, 2133]
quote-value: 94.35 — [1269, 1873, 1302, 1887]
